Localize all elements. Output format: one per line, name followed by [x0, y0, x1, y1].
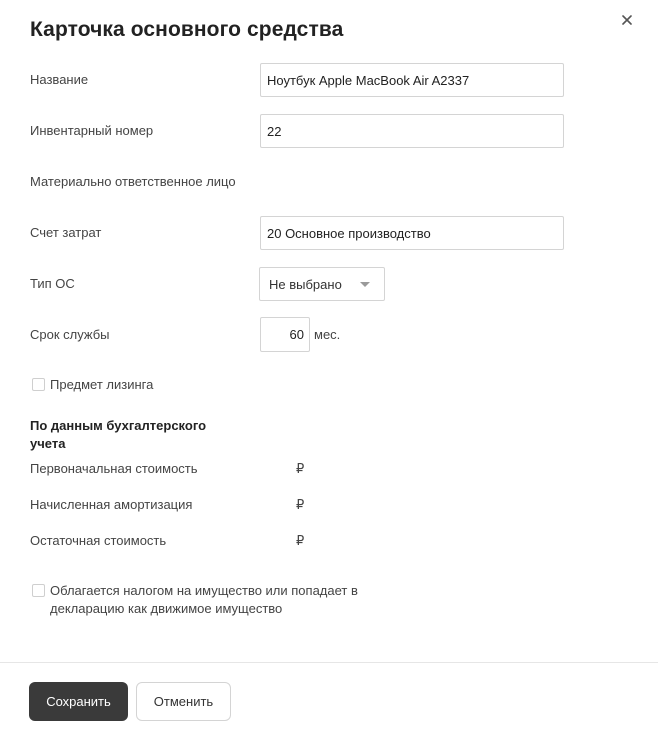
chevron-down-icon: [360, 282, 370, 287]
leasing-checkbox-label: Предмет лизинга: [50, 377, 154, 392]
close-icon: [622, 15, 632, 25]
inventory-number-input[interactable]: [260, 114, 564, 148]
service-life-input[interactable]: [260, 317, 310, 352]
service-life-label: Срок службы: [30, 327, 110, 342]
asset-type-selected-value: Не выбрано: [269, 276, 342, 292]
initial-cost-value: ₽: [296, 461, 305, 476]
responsible-person-label: Материально ответственное лицо: [30, 174, 236, 189]
service-life-unit: мес.: [314, 327, 341, 342]
save-button[interactable]: Сохранить: [29, 682, 128, 721]
inventory-number-label: Инвентарный номер: [30, 123, 154, 138]
name-input[interactable]: [260, 63, 564, 97]
property-tax-checkbox-row[interactable]: [32, 582, 390, 618]
dialog-title: Карточка основного средства: [30, 18, 344, 41]
accounting-section-title: По данным бухгалтерского учета: [30, 418, 207, 451]
cost-account-label: Счет затрат: [30, 225, 102, 240]
depreciation-value: ₽: [296, 497, 305, 512]
property-tax-checkbox[interactable]: [32, 584, 45, 597]
footer-divider: [0, 662, 658, 663]
name-label: Название: [30, 72, 89, 87]
close-button[interactable]: [618, 11, 636, 29]
cost-account-input[interactable]: [260, 216, 564, 250]
property-tax-checkbox-label: Облагается налогом на имущество или попадает в декларацию как движимое имущество: [50, 583, 358, 616]
asset-type-select[interactable]: [259, 267, 385, 301]
leasing-checkbox[interactable]: [32, 378, 45, 391]
leasing-checkbox-row[interactable]: [32, 376, 153, 394]
cancel-button[interactable]: Отменить: [136, 682, 231, 721]
residual-cost-label: Остаточная стоимость: [30, 533, 167, 548]
initial-cost-label: Первоначальная стоимость: [30, 461, 198, 476]
residual-cost-value: ₽: [296, 533, 305, 548]
asset-type-label: Тип ОС: [30, 276, 75, 291]
depreciation-label: Начисленная амортизация: [30, 497, 193, 512]
